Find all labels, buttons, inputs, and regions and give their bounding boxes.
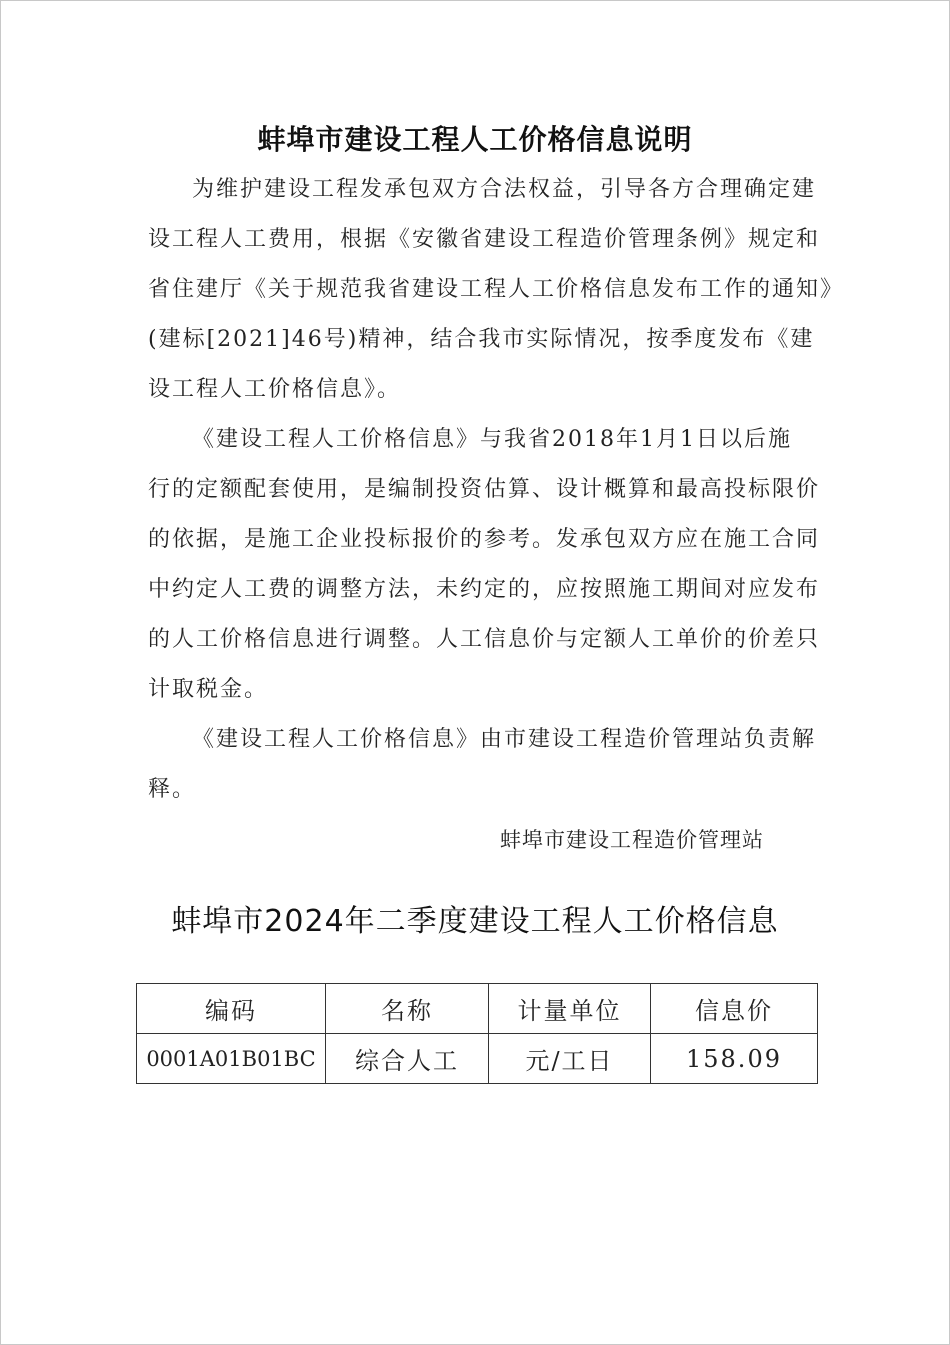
page-title: 蚌埠市建设工程人工价格信息说明 — [257, 123, 693, 156]
paragraph-2-line: 中约定人工费的调整方法，未约定的，应按照施工期间对应发布 — [148, 577, 821, 602]
paragraph-1-line: 设工程人工价格信息》。 — [148, 377, 402, 402]
paragraph-2-line: 的人工价格信息进行调整。人工信息价与定额人工单价的价差只 — [148, 627, 821, 652]
paragraph-2-line: 行的定额配套使用，是编制投资估算、设计概算和最高投标限价 — [148, 477, 821, 502]
header-price: 信息价 — [651, 984, 818, 1034]
paragraph-1-line: 为维护建设工程发承包双方合法权益，引导各方合理确定建 — [192, 177, 817, 202]
table-header-row — [137, 984, 818, 1034]
paragraph-2-line: 的依据，是施工企业投标报价的参考。发承包双方应在施工合同 — [148, 527, 821, 552]
paragraph-1-line: 设工程人工费用，根据《安徽省建设工程造价管理条例》规定和 — [148, 227, 821, 252]
paragraph-3-line: 释。 — [148, 777, 197, 802]
header-name: 名称 — [326, 984, 489, 1034]
header-unit: 计量单位 — [489, 984, 651, 1034]
table-row — [137, 1034, 818, 1084]
cell-code: 0001A01B01BC — [137, 1034, 326, 1084]
signature: 蚌埠市建设工程造价管理站 — [500, 828, 764, 852]
cell-unit: 元/工日 — [489, 1034, 651, 1084]
paragraph-1-line: (建标[2021]46号)精神，结合我市实际情况，按季度发布《建 — [148, 327, 815, 352]
paragraph-2-line: 计取税金。 — [148, 677, 269, 702]
table-title: 蚌埠市2024年二季度建设工程人工价格信息 — [171, 904, 779, 939]
paragraph-3-line: 《建设工程人工价格信息》由市建设工程造价管理站负责解 — [192, 727, 817, 752]
price-table — [136, 983, 818, 1084]
header-code: 编码 — [137, 984, 326, 1034]
cell-price: 158.09 — [651, 1034, 818, 1084]
cell-name: 综合人工 — [326, 1034, 489, 1084]
paragraph-2-line: 《建设工程人工价格信息》与我省2018年1月1日以后施 — [192, 427, 792, 452]
paragraph-1-line: 省住建厅《关于规范我省建设工程人工价格信息发布工作的通知》 — [148, 277, 845, 302]
